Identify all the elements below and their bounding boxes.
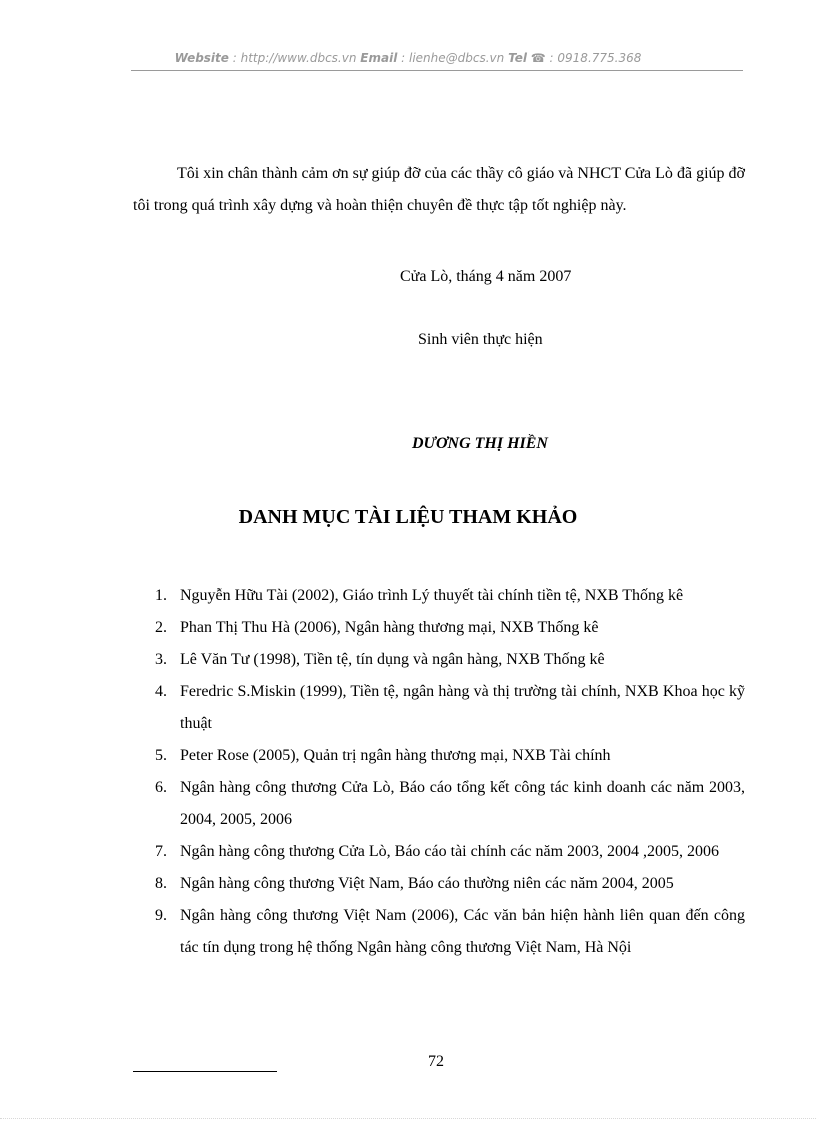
reference-item (155, 676, 745, 740)
email-separator: : (397, 51, 409, 65)
reference-text: Peter Rose (2005), Quản trị ngân hàng thương mại, NXB Tài chính (180, 747, 611, 764)
page-bottom-border (0, 1118, 816, 1119)
references-list (155, 580, 745, 964)
website-label: Website (174, 51, 229, 65)
tel-number: 0918.775.368 (557, 51, 642, 65)
reference-text: Feredric S.Miskin (1999), Tiền tệ, ngân hàng và thị trường tài chính, NXB Khoa học kỹ thuật (180, 683, 745, 732)
reference-item (155, 836, 745, 868)
reference-text: Phan Thị Thu Hà (2006), Ngân hàng thương mại, NXB Thống kê (180, 619, 599, 636)
reference-number: 5. (155, 747, 167, 764)
reference-text: Ngân hàng công thương Cửa Lò, Báo cáo tài chính các năm 2003, 2004 ,2005, 2006 (180, 843, 720, 860)
website-url[interactable]: http://www.dbcs.vn (240, 51, 357, 65)
reference-item (155, 644, 745, 676)
header-divider (131, 70, 743, 71)
reference-item (155, 612, 745, 644)
reference-number: 1. (155, 587, 167, 604)
reference-text: Nguyễn Hữu Tài (2002), Giáo trình Lý thuyết tài chính tiền tệ, NXB Thống kê (180, 587, 684, 604)
student-name: DƯƠNG THỊ HIỀN (412, 435, 548, 452)
acknowledgement-paragraph: Tôi xin chân thành cảm ơn sự giúp đỡ của các thầy cô giáo và NHCT Cửa Lò đã giúp đỡ tôi trong quá trình xây dựng và hoàn thiện chuyên đề thực tập tốt nghiệp này. (133, 165, 745, 214)
signature-label: Sinh viên thực hiện (418, 331, 543, 348)
page-header (0, 51, 816, 65)
reference-item (155, 868, 745, 900)
page-number: 72 (428, 1053, 444, 1070)
reference-text: Lê Văn Tư (1998), Tiền tệ, tín dụng và ngân hàng, NXB Thống kê (180, 651, 605, 668)
email-address[interactable]: lienhe@dbcs.vn (408, 51, 505, 65)
reference-text: Ngân hàng công thương Cửa Lò, Báo cáo tổng kết công tác kinh doanh các năm 2003, 2004, 2005, 2006 (180, 779, 745, 828)
reference-number: 7. (155, 843, 167, 860)
signature-place-date: Cửa Lò, tháng 4 năm 2007 (400, 268, 572, 285)
reference-item (155, 772, 745, 836)
tel-separator: : (545, 51, 558, 65)
reference-text: Ngân hàng công thương Việt Nam, Báo cáo thường niên các năm 2004, 2005 (180, 875, 674, 892)
reference-number: 8. (155, 875, 167, 892)
footnote-divider (133, 1071, 277, 1072)
reference-item (155, 580, 745, 612)
reference-number: 3. (155, 651, 167, 668)
tel-label: Tel (508, 51, 527, 65)
reference-number: 6. (155, 779, 167, 796)
reference-item (155, 740, 745, 772)
references-title: DANH MỤC TÀI LIỆU THAM KHẢO (238, 506, 578, 528)
email-label: Email (360, 51, 398, 65)
reference-number: 2. (155, 619, 167, 636)
reference-item (155, 900, 745, 964)
website-separator: : (228, 51, 241, 65)
phone-icon: ☎ (530, 51, 546, 65)
reference-number: 9. (155, 907, 167, 924)
reference-number: 4. (155, 683, 167, 700)
reference-text: Ngân hàng công thương Việt Nam (2006), Các văn bản hiện hành liên quan đến công tác tín dụng trong hệ thống Ngân hàng công thương Việt Nam, Hà Nội (180, 907, 745, 956)
